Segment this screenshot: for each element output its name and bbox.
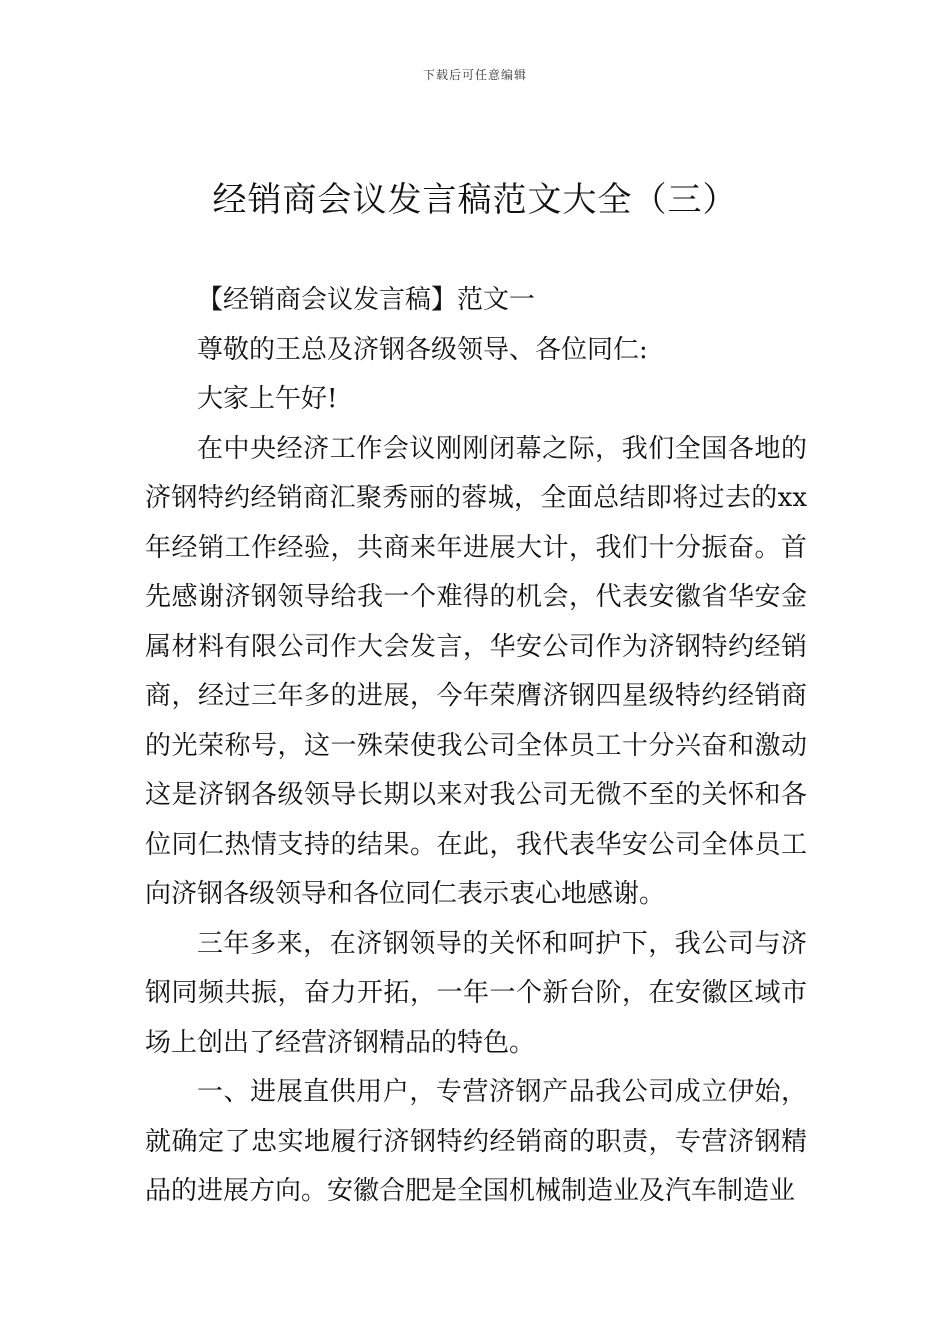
greeting: 大家上午好!	[197, 384, 338, 414]
document-body	[145, 276, 807, 1217]
body-paragraph: 一、进展直供用户，专营济钢产品我公司成立伊始，就确定了忠实地履行济钢特约经销商的职责，专营济钢精品的进展方向。安徽合肥是全国机械制造业及汽车制造业	[145, 1077, 807, 1206]
salutation: 尊敬的王总及济钢各级领导、各位同仁:	[197, 334, 648, 365]
header-note: 下载后可任意编辑	[422, 68, 527, 82]
section-heading: 【经销商会议发言稿】范文一	[197, 285, 536, 315]
document-title: 经销商会议发言稿范文大全（三）	[212, 180, 738, 220]
body-paragraph: 在中央经济工作会议刚刚闭幕之际，我们全国各地的济钢特约经销商汇聚秀丽的蓉城，全面总结即将过去的xx年经销工作经验，共商来年进展大计，我们十分振奋。首先感谢济钢领导给我一个难得的机会，代表安徽省华安金属材料有限公司作大会发言，华安公司作为济钢特约经销商，经过三年多的进展，今年荣膺济钢四星级特约经销商的光荣称号，这一殊荣使我公司全体员工十分兴奋和激动这是济钢各级领导长期以来对我公司无微不至的关怀和各位同仁热情支持的结果。在此，我代表华安公司全体员工向济钢各级领导和各位同仁表示衷心地感谢。	[145, 433, 807, 909]
body-paragraph: 三年多来，在济钢领导的关怀和呵护下，我公司与济钢同频共振，奋力开拓，一年一个新台阶，在安徽区域市场上创出了经营济钢精品的特色。	[145, 928, 807, 1058]
